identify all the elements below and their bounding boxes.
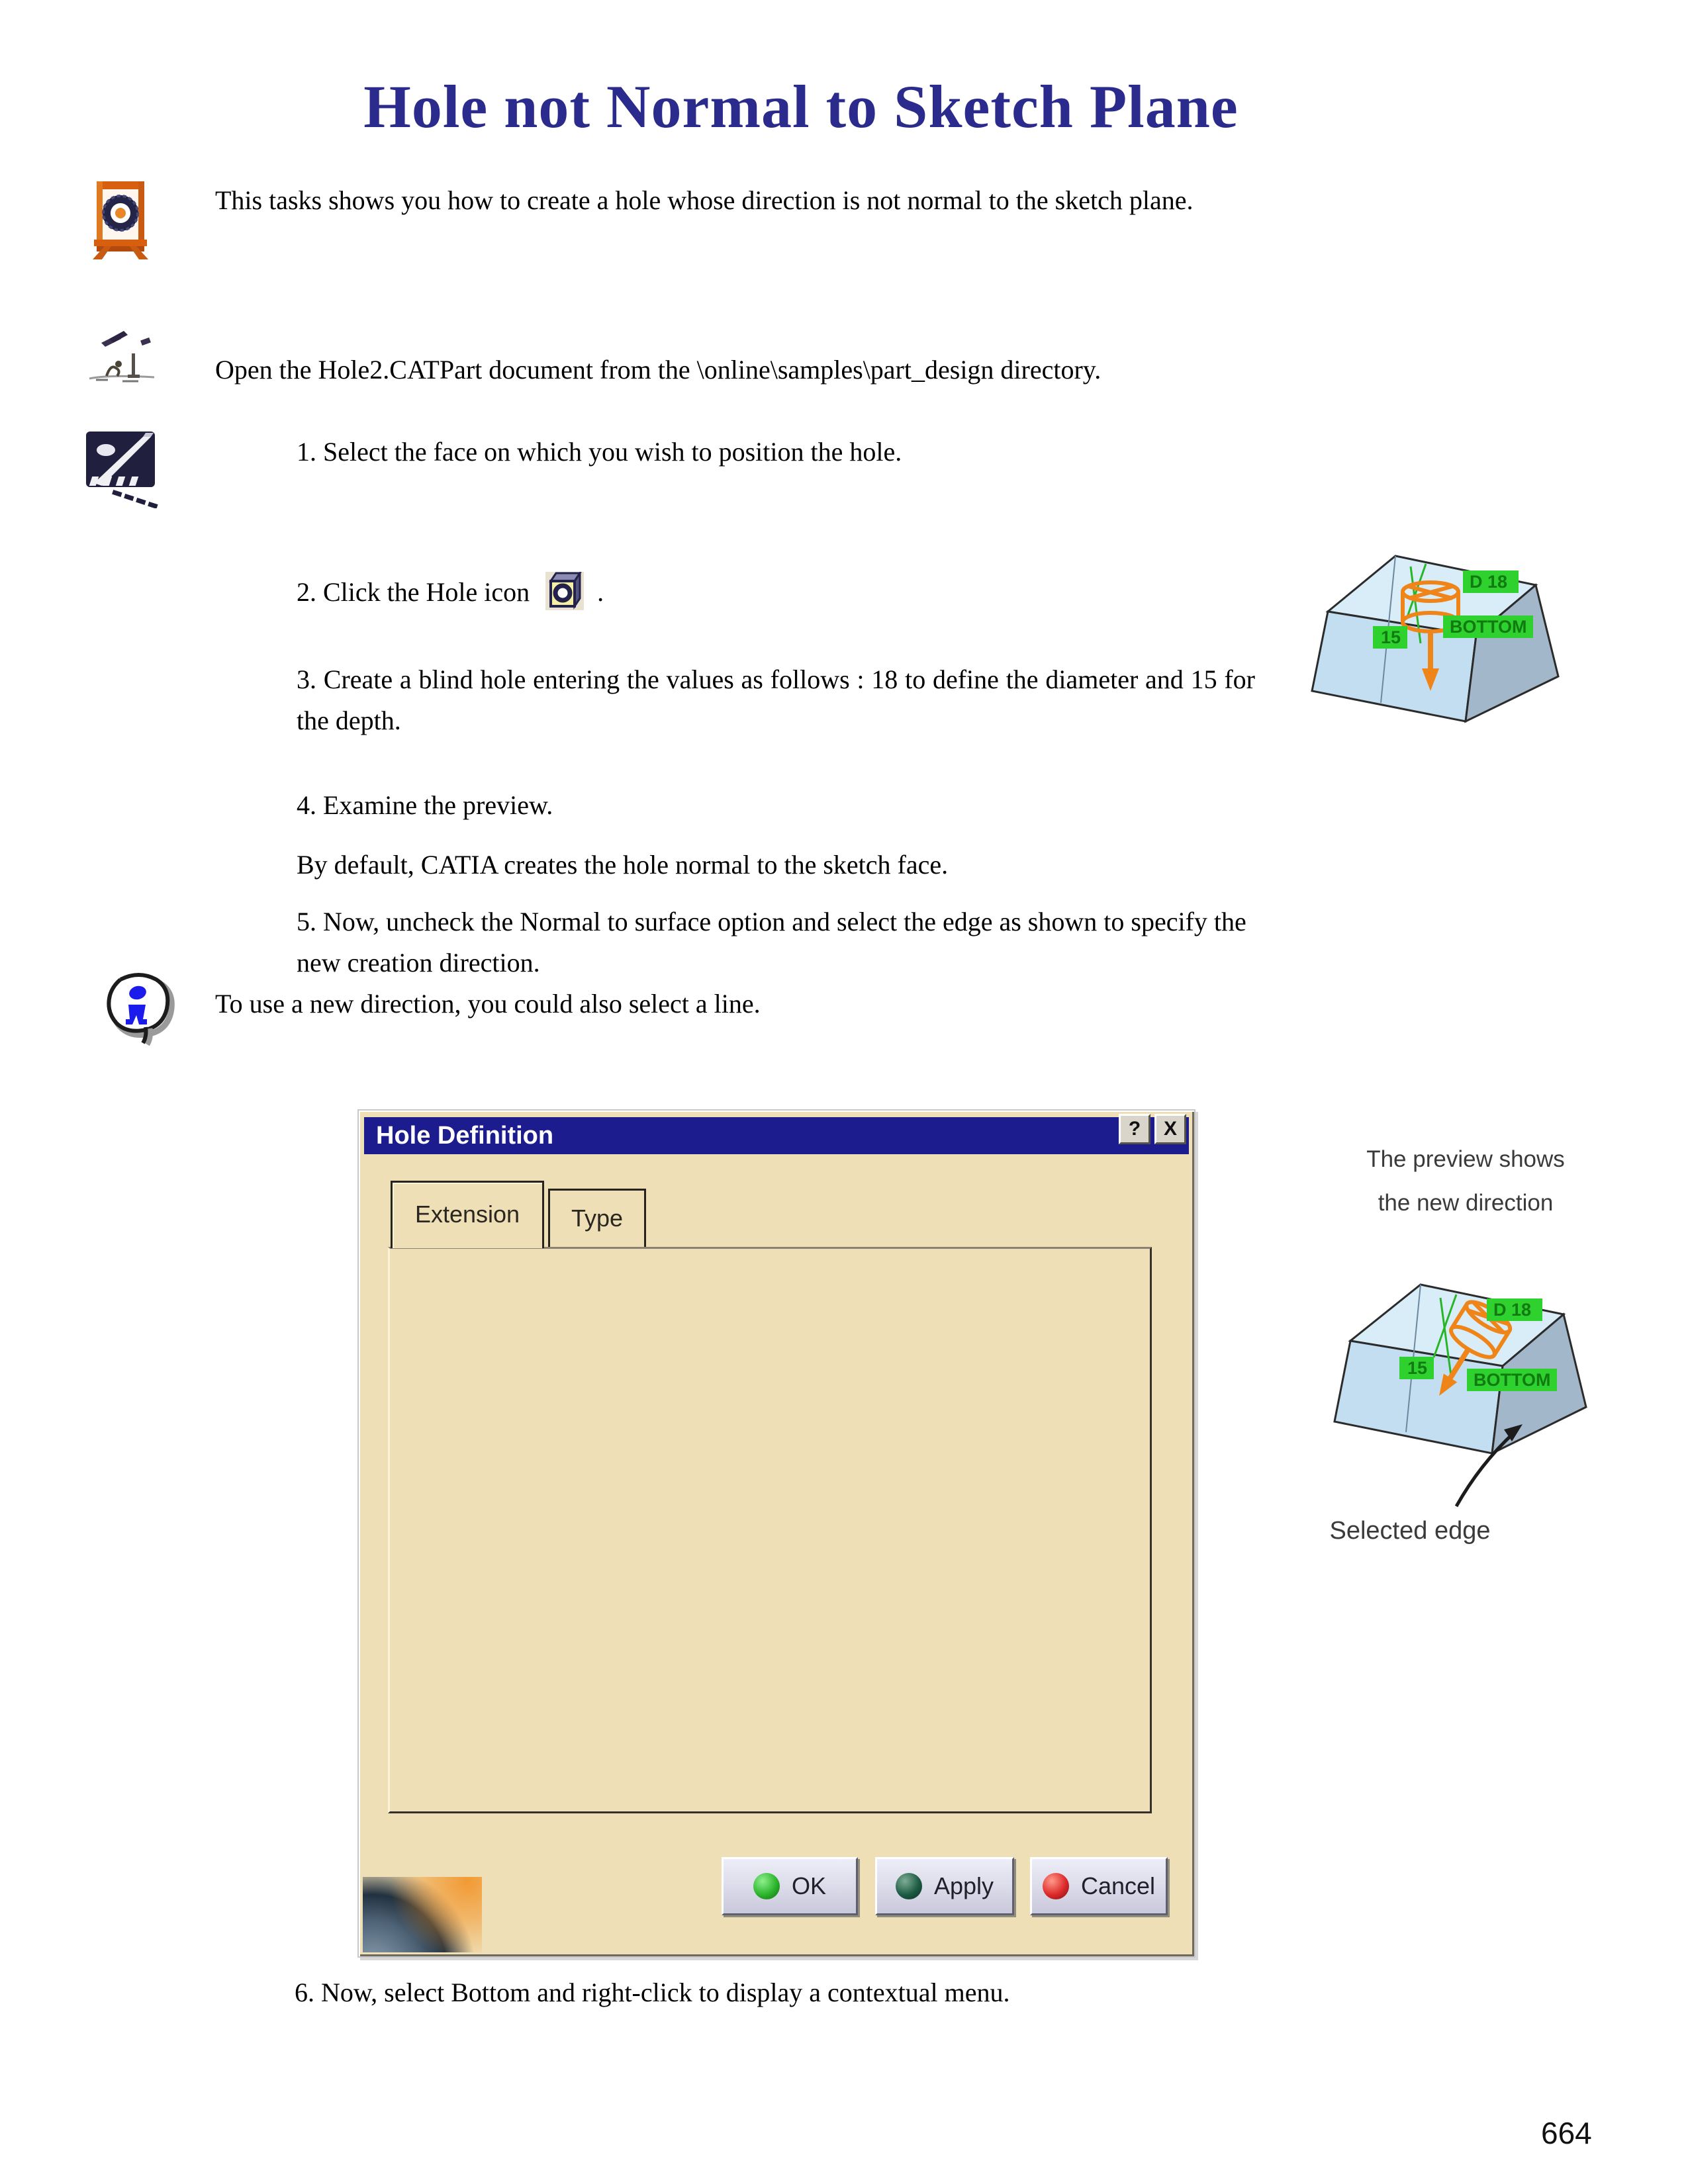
cancel-button[interactable]: Cancel	[1030, 1857, 1168, 1915]
scenario-icon	[83, 324, 161, 390]
page-number: 664	[1541, 2116, 1592, 2150]
dialog-titlebar	[364, 1117, 1189, 1154]
ok-sphere-icon	[753, 1873, 780, 1899]
step-3: 3. Create a blind hole entering the values as follows : 18 to define the diameter and 15 for the depth.	[297, 664, 1255, 735]
step-5: 5. Now, uncheck the Normal to surface option and select the edge as shown to specify the new creation direction.	[297, 907, 1246, 978]
apply-button[interactable]: Apply	[875, 1857, 1014, 1915]
fig2-depth-label: 15	[1407, 1358, 1428, 1378]
apply-sphere-icon	[896, 1873, 922, 1899]
step-1: 1. Select the face on which you wish to position the hole.	[297, 437, 902, 467]
basic-task-icon	[85, 430, 165, 508]
dialog-title: Hole Definition	[376, 1122, 554, 1150]
step-2	[297, 572, 1263, 613]
open-document-paragraph: Open the Hole2.CATPart document from the \online\samples\part_design directory.	[215, 355, 1102, 385]
step-4: 4. Examine the preview.	[297, 790, 553, 820]
fig1-depth-label: 15	[1381, 627, 1401, 647]
fig2-caption-line2: the new direction	[1378, 1190, 1554, 1216]
close-button[interactable]: X	[1154, 1114, 1186, 1144]
selected-edge-annotation: Selected edge	[1329, 1517, 1491, 1545]
fig2-caption-line1: The preview shows	[1366, 1146, 1565, 1172]
target-task-icon	[87, 180, 154, 261]
tab-type[interactable]: Type	[548, 1189, 646, 1248]
help-button[interactable]: ?	[1119, 1114, 1150, 1144]
cancel-sphere-icon	[1043, 1873, 1069, 1899]
ok-button[interactable]: OK	[722, 1857, 858, 1915]
dialog-corner-art	[363, 1877, 482, 1952]
step-2-text: 2. Click the Hole icon	[297, 577, 530, 607]
figure-new-direction-preview	[1316, 1228, 1607, 1513]
step-4-note: By default, CATIA creates the hole normal to the sketch face.	[297, 850, 949, 880]
hole-definition-dialog	[357, 1109, 1196, 1958]
figure-hole-normal-preview	[1303, 537, 1568, 736]
hole-icon	[545, 572, 584, 610]
fig1-diameter-label: D 18	[1470, 572, 1508, 592]
intro-paragraph: This tasks shows you how to create a hole whose direction is not normal to the sketch plane.	[215, 185, 1194, 215]
info-icon	[98, 968, 179, 1050]
tip-paragraph: To use a new direction, you could also select a line.	[215, 989, 761, 1019]
fig2-face-label: BOTTOM	[1474, 1370, 1551, 1390]
fig2-diameter-label: D 18	[1493, 1300, 1532, 1320]
fig1-face-label: BOTTOM	[1450, 617, 1527, 637]
tab-content-area	[388, 1247, 1152, 1813]
page-title: Hole not Normal to Sketch Plane	[363, 73, 1239, 140]
tab-extension[interactable]: Extension	[391, 1181, 544, 1248]
step-2-period: .	[597, 577, 604, 607]
step-6: 6. Now, select Bottom and right-click to display a contextual menu.	[295, 1978, 1010, 2007]
